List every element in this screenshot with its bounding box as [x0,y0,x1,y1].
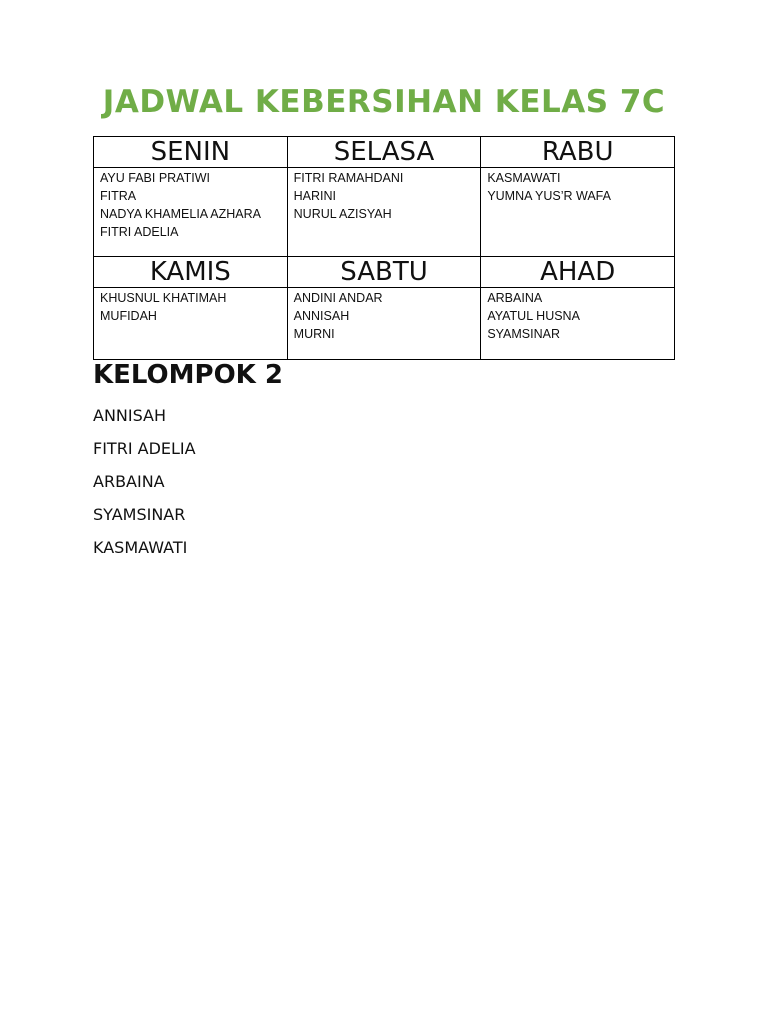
student-name: FITRA [100,189,137,203]
day-header-kamis: KAMIS [94,257,288,288]
group-member: ARBAINA [93,472,165,491]
student-name: NURUL AZISYAH [293,207,392,221]
student-name: NADYA KHAMELIA AZHARA [100,207,261,221]
names-cell-senin [94,168,288,257]
day-header-selasa: SELASA [287,137,481,168]
student-name: AYU FABI PRATIWI [100,171,210,185]
names-row [94,168,675,257]
student-name: YUMNA YUS’R WAFA [487,189,611,203]
group-member-list [93,404,196,569]
document-title: JADWAL KEBERSIHAN KELAS 7C [102,84,666,120]
day-header-senin: SENIN [94,137,288,168]
names-cell-sabtu [287,288,481,360]
names-row [94,288,675,360]
day-header-row [94,137,675,168]
student-name: HARINI [293,189,337,203]
student-name: KHUSNUL KHATIMAH [100,291,227,305]
group-member: SYAMSINAR [93,505,186,524]
group-member: FITRI ADELIA [93,439,196,458]
student-name: SYAMSINAR [487,327,561,341]
names-cell-ahad [481,288,675,360]
student-name: ANDINI ANDAR [293,291,383,305]
student-name: FITRI ADELIA [100,225,179,239]
names-cell-selasa [287,168,481,257]
day-header-rabu: RABU [481,137,675,168]
student-name: KASMAWATI [487,171,561,185]
day-header-row [94,257,675,288]
student-name: FITRI RAMAHDANI [293,171,404,185]
student-name: MUFIDAH [100,309,157,323]
group-member: ANNISAH [93,406,167,425]
student-name: ANNISAH [293,309,350,323]
day-header-sabtu: SABTU [287,257,481,288]
student-name: AYATUL HUSNA [487,309,580,323]
names-cell-kamis [94,288,288,360]
group-member: KASMAWATI [93,538,188,557]
student-name: MURNI [293,327,335,341]
names-cell-rabu [481,168,675,257]
group-heading: KELOMPOK 2 [93,360,283,390]
day-header-ahad: AHAD [481,257,675,288]
student-name: ARBAINA [487,291,543,305]
cleaning-schedule-table [93,136,675,360]
